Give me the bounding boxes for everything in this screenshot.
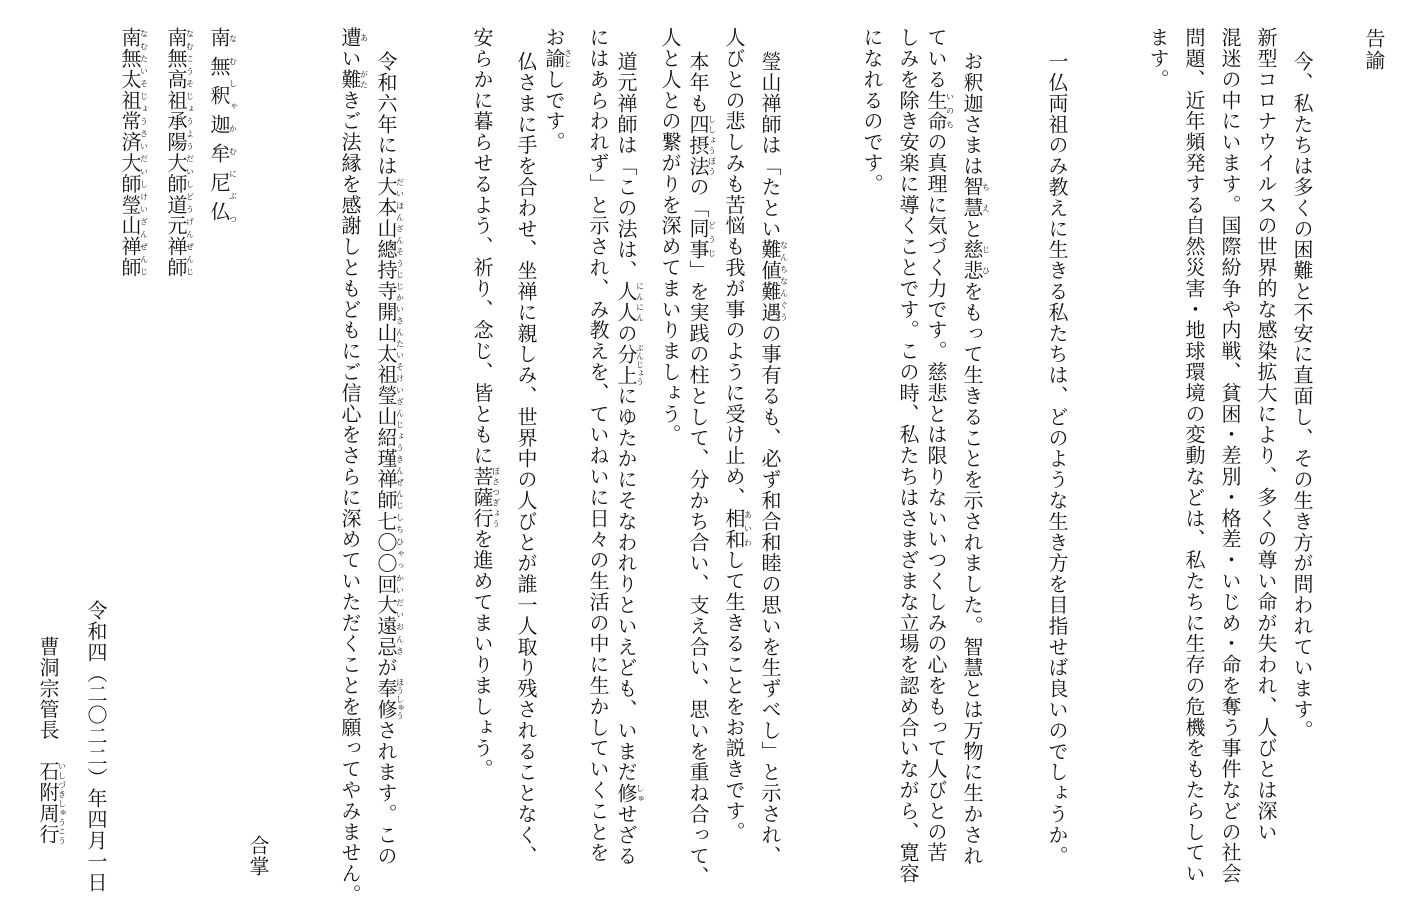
- paragraph-line: 人と人との繋がりを深めてまいりましょう。: [658, 27, 682, 445]
- ruby-gata: 難がた: [338, 68, 369, 90]
- paragraph-line: 問題、近年頻発する自然災害・地球環境の変動などは、私たちに生存の危機をもたらしてい: [1182, 27, 1206, 884]
- signature: 曹洞宗管長 石附周行いしづきしゅうこう: [36, 636, 67, 846]
- ruby-shizuki: 石附周行いしづきしゅうこう: [36, 761, 67, 846]
- ruby-satoshi: 諭さと: [542, 47, 573, 69]
- paragraph-line: ます。: [1146, 27, 1170, 90]
- ruby-a: 遭あ: [338, 27, 369, 48]
- ruby-namu-taiso: 南無太祖常済大師瑩山禅師なむたいそじょうさいだいしけいざんぜんじ: [118, 27, 149, 278]
- ruby-namu-kouso: 南無高祖承陽大師道元禅師なむこうそじょうようだいしどうげんぜんじ: [164, 27, 195, 278]
- nembutsu-line: [209, 27, 237, 230]
- ruby-bunjou: 分上ぶんじょう: [614, 343, 645, 386]
- ruby-douji: 同事どうじ: [686, 218, 717, 261]
- ruby-ninnin: 人人にんにん: [614, 280, 645, 323]
- closing-gassho: 合掌: [246, 835, 270, 877]
- paragraph-line: お諭さとしです。: [542, 27, 573, 153]
- paragraph-line: 新型コロナウイルスの世界的な感染拡大により、多くの尊い命が失われ、人びとは深い: [1254, 27, 1278, 843]
- nembutsu-line: [120, 27, 148, 278]
- paragraph-line: にはあらわれず」と示され、み教えを、ていねいに日々の生活の中に生かしていくことを: [586, 27, 610, 863]
- ruby-jihi: 慈悲じひ: [960, 239, 991, 281]
- paragraph-line: しみを除き安楽に導くことです。この時、私たちはさまざまな立場を認め合いながら、寛容: [896, 27, 920, 884]
- document-title: 告諭: [1362, 28, 1386, 72]
- ruby-inochi: 生命いのち: [924, 89, 955, 132]
- paragraph-line: 仏さまに手を合わせ、坐禅に親しみ、世界中の人びとが誰一人取り残されることなく、: [514, 51, 538, 867]
- paragraph-line: 令和六年には大本山總持寺開山太祖瑩山紹瑾禅師だいほんざんそうじじかいさんたいそけいざんじょうきんぜんじ七〇〇回大遠忌しちひゃっかいだいおんきが奉修ほうしゅうされます。この: [374, 51, 405, 867]
- ruby-daihonzan: 大本山總持寺開山太祖瑩山紹瑾禅師だいほんざんそうじじかいさんたいそけいざんじょうきんぜんじ: [374, 176, 405, 511]
- ruby-daionki: 七〇〇回大遠忌しちひゃっかいだいおんき: [374, 510, 405, 658]
- ruby-shishoubou: 四摂法ししょうぼう: [686, 113, 717, 177]
- paragraph-line: 混迷の中にいます。国際紛争や内戦、貧困・差別・格差・いじめ・命を奪う事件などの社会: [1218, 27, 1242, 884]
- ruby-nanchi-nangu: 難値難遇なんちなんぐう: [758, 239, 789, 323]
- ruby-shu: 修しゅ: [614, 782, 645, 804]
- paragraph-line: 本年も四摂法ししょうぼうの「同事どうじ」を実践の柱として、分かち合い、支え合い、思いを重ね合って、: [686, 51, 717, 888]
- paragraph-line: ている生命いのちの真理に気づく力です。慈悲とは限りないいつくしみの心をもって人びとの苦: [924, 27, 955, 864]
- nembutsu-line: [166, 27, 194, 278]
- ruby-houshuu: 奉修ほうしゅう: [374, 678, 405, 720]
- paragraph-line: 人びとの悲しみも苦悩も我が事のように受け止め、相和あいわして生きることをお説きです。: [722, 27, 753, 843]
- paragraph-line: 遭あい難がたきご法縁を感謝しともどもにご信心をさらに深めていただくことを願ってやみません。: [338, 27, 369, 905]
- ruby-bosatsugyou: 菩薩行ぼさつぎょう: [470, 465, 501, 529]
- paragraph-line: 今、私たちは多くの困難と不安に直面し、その生き方が問われています。: [1290, 51, 1314, 741]
- ruby-namu-shaka: 南無釈迦牟尼仏なむしゃかむにぶつ: [207, 27, 238, 230]
- paragraph-line: になれるのです。: [860, 27, 884, 195]
- document-date: 令和四（二〇二二）年四月一日: [84, 600, 108, 893]
- ruby-chie: 智慧ちえ: [960, 176, 991, 219]
- paragraph-line: 安らかに暮らせるよう、祈り、念じ、皆ともに菩薩行ぼさつぎょうを進めてまいりましょう。: [470, 27, 501, 780]
- paragraph-line: お釈迦さまは智慧ちえと慈悲じひをもって生きることを示されました。智慧とは万物に生かされ: [960, 51, 991, 867]
- paragraph-line: 一仏両祖のみ教えに生きる私たちは、どのような生き方を目指せば良いのでしょうか。: [1045, 51, 1069, 867]
- paragraph-line: 道元禅師は「この法は、人人にんにんの分上ぶんじょうにゆたかにそなわれりといえども、いまだ修しゅせざる: [614, 51, 645, 867]
- ruby-aiwa: 相和あいわ: [722, 507, 753, 550]
- paragraph-line: 瑩山禅師は「たとい難値難遇なんちなんぐうの事有るも、必ず和合和睦の思いを生ずべし」と示され、: [758, 51, 789, 867]
